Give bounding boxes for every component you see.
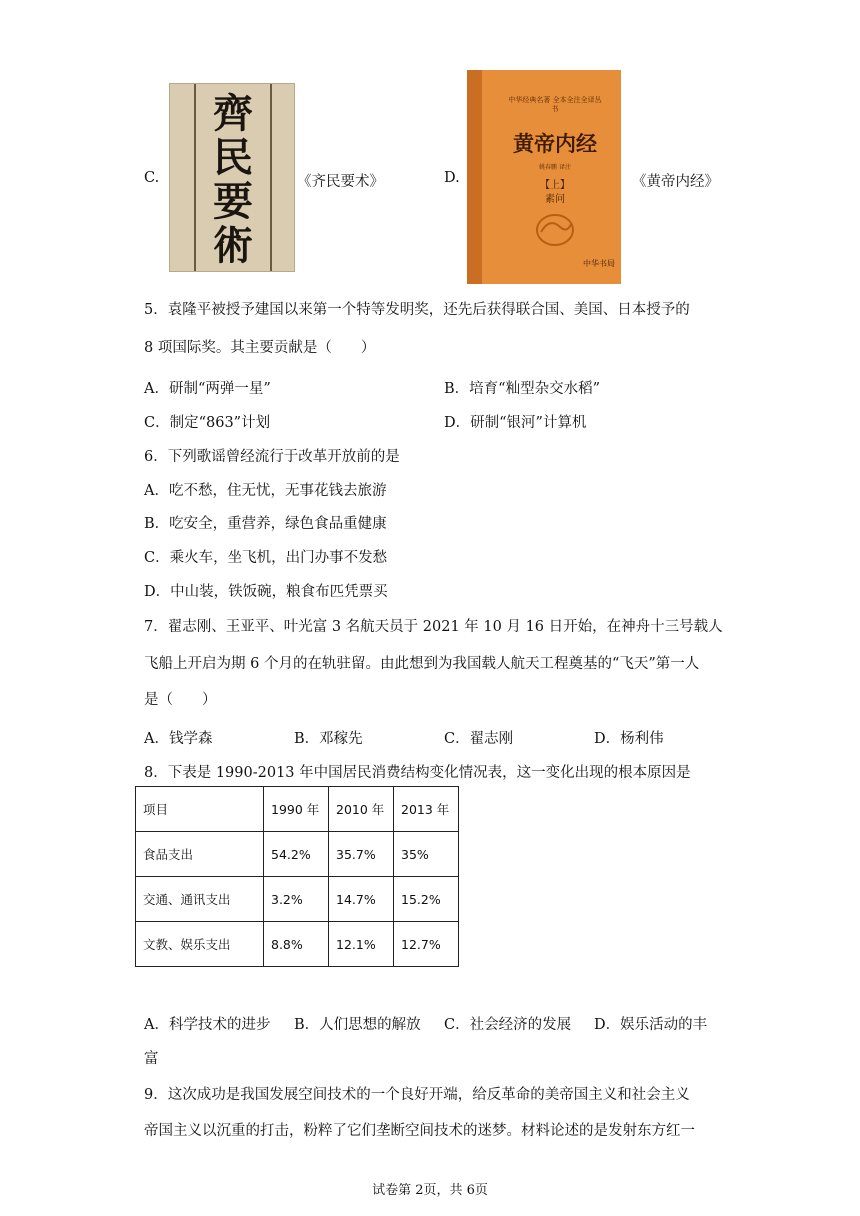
q7-stem-line3: 是（ ） bbox=[144, 692, 217, 708]
book-cover-author: 姚春鹏 译注 bbox=[539, 164, 571, 171]
q8-option-d: D．娱乐活动的丰 bbox=[594, 1017, 708, 1033]
consumption-table bbox=[135, 786, 459, 967]
option-d-caption: 《黄帝内经》 bbox=[632, 174, 719, 190]
table-cell: 食品支出 bbox=[136, 832, 264, 877]
table-cell: 35% bbox=[394, 832, 459, 877]
book-cover-subtitle: 素问 bbox=[545, 194, 565, 205]
qimin-yaoshu-calligraphy: 齊民要術 bbox=[213, 90, 253, 269]
q5-stem-line1: 5．袁隆平被授予建国以来第一个特等发明奖，还先后获得联合国、美国、日本授予的 bbox=[144, 302, 690, 318]
q5-stem-line2: 8 项国际奖。其主要贡献是（ ） bbox=[144, 340, 376, 356]
q6-option-a: A．吃不愁，住无忧，无事花钱去旅游 bbox=[144, 483, 387, 499]
option-d-letter: D. bbox=[444, 170, 460, 186]
q6-option-d: D．中山装，铁饭碗，粮食布匹凭票买 bbox=[144, 584, 388, 600]
page-footer: 试卷第 2页，共 6页 bbox=[372, 1183, 488, 1198]
dragon-emblem-icon bbox=[533, 210, 577, 250]
q6-stem: 6．下列歌谣曾经流行于改革开放前的是 bbox=[144, 449, 400, 465]
table-row bbox=[136, 877, 459, 922]
q7-option-d: D．杨利伟 bbox=[594, 731, 664, 747]
qimin-yaoshu-image bbox=[169, 83, 295, 272]
q8-option-a: A．科学技术的进步 bbox=[144, 1017, 271, 1033]
table-cell: 35.7% bbox=[329, 832, 394, 877]
q8-option-d-wrap: 富 bbox=[144, 1051, 159, 1067]
q7-option-c: C．翟志刚 bbox=[444, 731, 514, 747]
table-header-cell: 1990 年 bbox=[264, 787, 329, 832]
q6-option-c: C．乘火车，坐飞机，出门办事不发愁 bbox=[144, 550, 388, 566]
q8-option-c: C．社会经济的发展 bbox=[444, 1017, 572, 1033]
q5-option-d: D．研制“银河”计算机 bbox=[444, 415, 587, 431]
table-header-cell: 项目 bbox=[136, 787, 264, 832]
table-cell: 文教、娱乐支出 bbox=[136, 922, 264, 967]
option-c-letter: C. bbox=[144, 170, 160, 186]
table-cell: 8.8% bbox=[264, 922, 329, 967]
table-cell: 12.7% bbox=[394, 922, 459, 967]
table-cell: 交通、通讯支出 bbox=[136, 877, 264, 922]
table-header-cell: 2013 年 bbox=[394, 787, 459, 832]
table-cell: 12.1% bbox=[329, 922, 394, 967]
table-row bbox=[136, 832, 459, 877]
q7-option-b: B．邓稼先 bbox=[294, 731, 363, 747]
book-series-text: 中华经典名著 全本全注全译丛书 bbox=[508, 96, 602, 113]
table-cell: 54.2% bbox=[264, 832, 329, 877]
table-cell: 15.2% bbox=[394, 877, 459, 922]
q5-option-b: B．培育“籼型杂交水稻” bbox=[444, 381, 600, 397]
q5-option-c: C．制定“863”计划 bbox=[144, 415, 271, 431]
table-cell: 14.7% bbox=[329, 877, 394, 922]
book-cover-volume: 【上】 bbox=[540, 180, 570, 191]
table-header-row bbox=[136, 787, 459, 832]
table-row bbox=[136, 922, 459, 967]
book-cover-publisher: 中华书局 bbox=[583, 259, 615, 268]
q9-stem-line2: 帝国主义以沉重的打击，粉粹了它们垄断空间技术的迷梦。材料论述的是发射东方红一 bbox=[144, 1123, 695, 1139]
option-c-caption: 《齐民要术》 bbox=[297, 174, 384, 190]
q6-option-b: B．吃安全，重营养，绿色食品重健康 bbox=[144, 516, 387, 532]
table-header-cell: 2010 年 bbox=[329, 787, 394, 832]
q8-stem: 8．下表是 1990-2013 年中国居民消费结构变化情况表，这一变化出现的根本原因是 bbox=[144, 765, 691, 781]
q5-option-a: A．研制“两弹一星” bbox=[144, 381, 271, 397]
book-cover-title: 黄帝内经 bbox=[513, 131, 597, 156]
q8-option-b: B．人们思想的解放 bbox=[294, 1017, 421, 1033]
q7-option-a: A．钱学森 bbox=[144, 731, 213, 747]
q7-stem-line2: 飞船上开启为期 6 个月的在轨驻留。由此想到为我国载人航天工程奠基的“飞天”第一人 bbox=[144, 656, 700, 672]
q7-stem-line1: 7．翟志刚、王亚平、叶光富 3 名航天员于 2021 年 10 月 16 日开始，在神舟十三号载人 bbox=[144, 619, 723, 635]
huangdi-neijing-book-image bbox=[467, 70, 621, 284]
table-cell: 3.2% bbox=[264, 877, 329, 922]
q9-stem-line1: 9．这次成功是我国发展空间技术的一个良好开端，给反革命的美帝国主义和社会主义 bbox=[144, 1087, 690, 1103]
